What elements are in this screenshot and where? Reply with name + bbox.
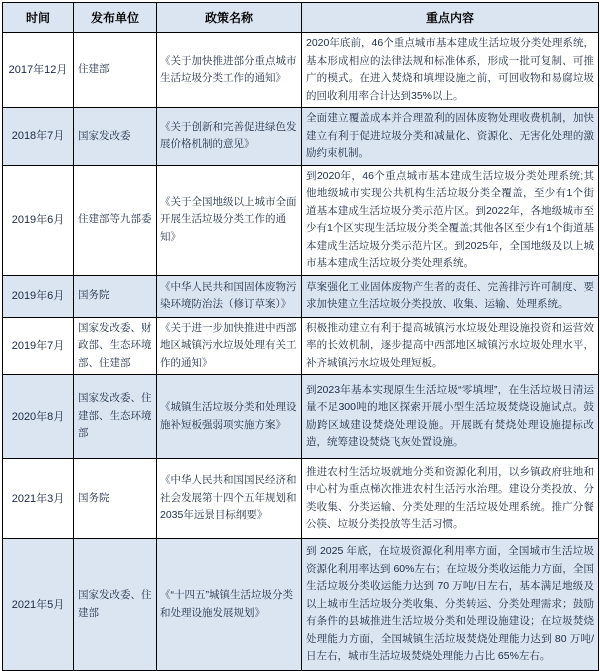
cell-unit: 国家发改委、住建部、生态环境部 xyxy=(74,375,157,459)
cell-content: 草案强化工业固体废物产生者的责任、完善排污许可制度、要求加快建立生活垃圾分类投放、收集、运输、处理系统。 xyxy=(302,275,599,317)
cell-unit: 住建部等九部委 xyxy=(74,165,157,275)
cell-unit: 国家发改委 xyxy=(74,108,157,166)
table-row xyxy=(3,459,599,539)
cell-unit: 住建部 xyxy=(74,33,157,108)
cell-content: 全面建立覆盖成本并合理盈利的固体废物处理收费机制，加快建立有利于促进垃圾分类和减量化、资源化、无害化处理的激励约束机制。 xyxy=(302,108,599,166)
cell-policy: 《城镇生活垃圾分类和处理设施补短板强弱项实施方案》 xyxy=(157,375,302,459)
cell-content: 2020年底前，46个重点城市基本建成生活垃圾分类处理系统，基本形成相应的法律法规和标准体系，形成一批可复制、可推广的模式。在进入焚烧和填埋设施之前，可回收物和易腐垃圾的回收利用率合计达到35%以上。 xyxy=(302,33,599,108)
cell-content: 到 2025 年底，在垃圾资源化利用率方面，全国城市生活垃圾资源化利用率达到 60%左右；在垃圾分类收运能力方面，全国生活垃圾分类收运能力达到 70 万吨/日左右，基本满足地级及以上城市生活垃圾分类收集、分类转运、分类处理需求；鼓励有条件的县城推进生活垃圾分类和处理设施建设；在垃圾焚烧处理能力方面，全国城镇生活垃圾焚烧处理能力达到 80 万吨/日左右，城市生活垃圾焚烧处理能力占比 65%左右。 xyxy=(302,539,599,671)
cell-content: 到2020年，46个重点城市基本建成生活垃圾分类处理系统;其他地级城市实现公共机构生活垃圾分类全覆盖，至少有1个街道基本建成生活垃圾分类示范片区。到2022年，各地级城市至少有1个区实现生活垃圾分类全覆盖;其他各区至少有1个街道基本建成生活垃圾分类示范片区。到2025年，全国地级及以上城市基本建成生活垃圾分类处理系统。 xyxy=(302,165,599,275)
cell-time: 2019年6月 xyxy=(3,165,74,275)
column-header-policy: 政策名称 xyxy=(157,3,302,33)
cell-content: 积极推动建立有利于提高城镇污水垃圾处理设施投资和运营效率的长效机制，逐步提高中西部地区城镇污水垃圾处理水平，补齐城镇污水垃圾处理短板。 xyxy=(302,317,599,375)
cell-unit: 国务院 xyxy=(74,459,157,539)
table-row xyxy=(3,108,599,166)
cell-time: 2017年12月 xyxy=(3,33,74,108)
cell-policy: 《关于进一步加快推进中西部地区城镇污水垃圾处理有关工作的通知》 xyxy=(157,317,302,375)
column-header-content: 重点内容 xyxy=(302,3,599,33)
table-row xyxy=(3,317,599,375)
cell-policy: 《中华人民共和国固体废物污染环境防治法（修订草案）》 xyxy=(157,275,302,317)
table-row xyxy=(3,375,599,459)
cell-policy: 《中华人民共和国国民经济和社会发展第十四个五年规划和2035年远景目标纲要》 xyxy=(157,459,302,539)
cell-policy: 《关于全国地级以上城市全面开展生活垃圾分类工作的通知》 xyxy=(157,165,302,275)
cell-unit: 国家发改委、财政部、生态环境部、住建部 xyxy=(74,317,157,375)
cell-time: 2018年7月 xyxy=(3,108,74,166)
column-header-unit: 发布单位 xyxy=(74,3,157,33)
header-row xyxy=(3,3,599,33)
table-row xyxy=(3,539,599,671)
table-row xyxy=(3,275,599,317)
cell-time: 2021年5月 xyxy=(3,539,74,671)
column-header-time: 时间 xyxy=(3,3,74,33)
policy-table xyxy=(2,2,599,671)
table-row xyxy=(3,165,599,275)
cell-time: 2019年7月 xyxy=(3,317,74,375)
cell-policy: 《“十四五”城镇生活垃圾分类和处理设施发展规划》 xyxy=(157,539,302,671)
cell-unit: 国家发改委、住建部 xyxy=(74,539,157,671)
cell-policy: 《关于创新和完善促进绿色发展价格机制的意见》 xyxy=(157,108,302,166)
table-row xyxy=(3,33,599,108)
cell-time: 2020年8月 xyxy=(3,375,74,459)
cell-time: 2021年3月 xyxy=(3,459,74,539)
cell-content: 推进农村生活垃圾就地分类和资源化利用，以乡镇政府驻地和中心村为重点梯次推进农村生活污水治理。建设分类投放、分类收集、分类运输、分类处理的生活垃圾处理系统。推广分餐公筷、垃圾分类投放等生活习惯。 xyxy=(302,459,599,539)
cell-unit: 国务院 xyxy=(74,275,157,317)
cell-time: 2019年6月 xyxy=(3,275,74,317)
cell-content: 到2023年基本实现原生生活垃圾“零填埋”，在生活垃圾日清运量不足300吨的地区探索开展小型生活垃圾焚烧设施试点。鼓励跨区域建设焚烧处理设施。开展既有焚烧处理设施提标改造，统筹建设焚烧飞灰处置设施。 xyxy=(302,375,599,459)
cell-policy: 《关于加快推进部分重点城市生活垃圾分类工作的通知》 xyxy=(157,33,302,108)
